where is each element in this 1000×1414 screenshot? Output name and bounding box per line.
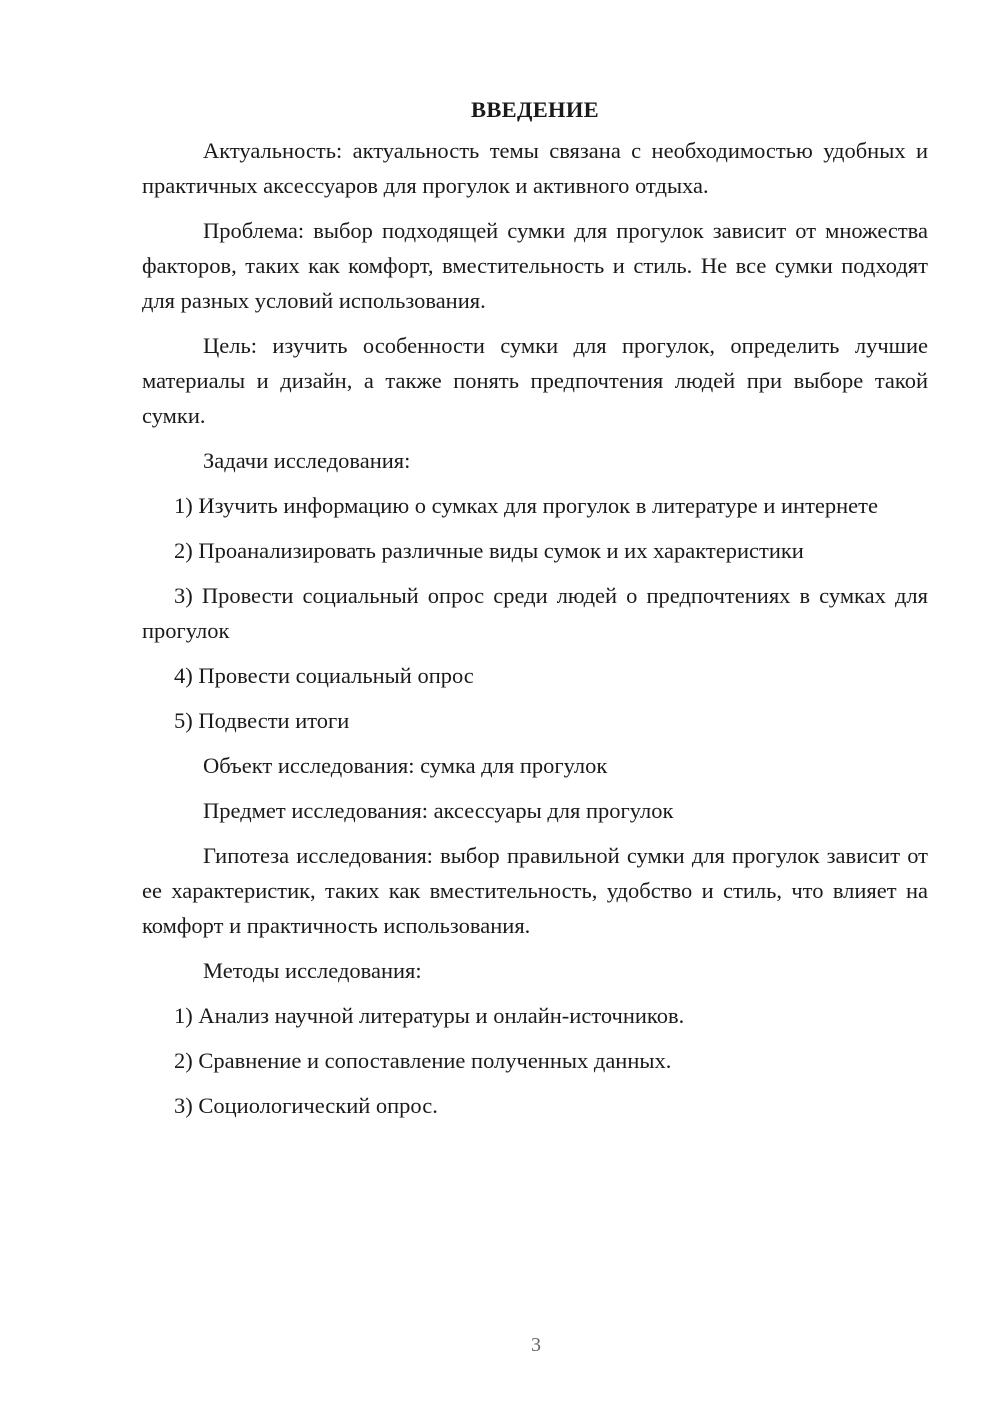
task-item-5: 5) Подвести итоги — [174, 708, 350, 733]
task-item-2: 2) Проанализировать различные виды сумок и их характеристики — [174, 538, 804, 563]
page-number: 3 — [531, 1334, 541, 1356]
task-item-4: 4) Провести социальный опрос — [174, 663, 474, 688]
page-content — [142, 92, 928, 1133]
method-item-1: 1) Анализ научной литературы и онлайн-источников. — [174, 1003, 685, 1028]
task-item-3: 3) Провести социальный опрос среди людей о предпочтениях в сумках для прогулок — [142, 583, 928, 643]
paragraph-hypothesis: Гипотеза исследования: выбор правильной сумки для прогулок зависит от ее характеристик, таких как вместительность, удобство и стиль, что влияет на комфорт и практичность использования. — [142, 843, 928, 938]
paragraph-tasks-heading: Задачи исследования: — [203, 448, 411, 473]
paragraph-subject: Предмет исследования: аксессуары для прогулок — [203, 798, 674, 823]
paragraph-methods-heading: Методы исследования: — [203, 958, 422, 983]
paragraph-object: Объект исследования: сумка для прогулок — [203, 753, 608, 778]
paragraph-relevance: Актуальность: актуальность темы связана с необходимостью удобных и практичных аксессуаров для прогулок и активного отдыха. — [142, 138, 928, 198]
method-item-2: 2) Сравнение и сопоставление полученных данных. — [174, 1048, 672, 1073]
task-item-1: 1) Изучить информацию о сумках для прогулок в литературе и интернете — [174, 493, 878, 518]
section-title: ВВЕДЕНИЕ — [471, 97, 599, 122]
paragraph-problem: Проблема: выбор подходящей сумки для прогулок зависит от множества факторов, таких как комфорт, вместительность и стиль. Не все сумки подходят для разных условий использования. — [142, 218, 928, 313]
paragraph-goal: Цель: изучить особенности сумки для прогулок, определить лучшие материалы и дизайн, а также понять предпочтения людей при выборе такой сумки. — [142, 333, 928, 428]
method-item-3: 3) Социологический опрос. — [174, 1093, 438, 1118]
